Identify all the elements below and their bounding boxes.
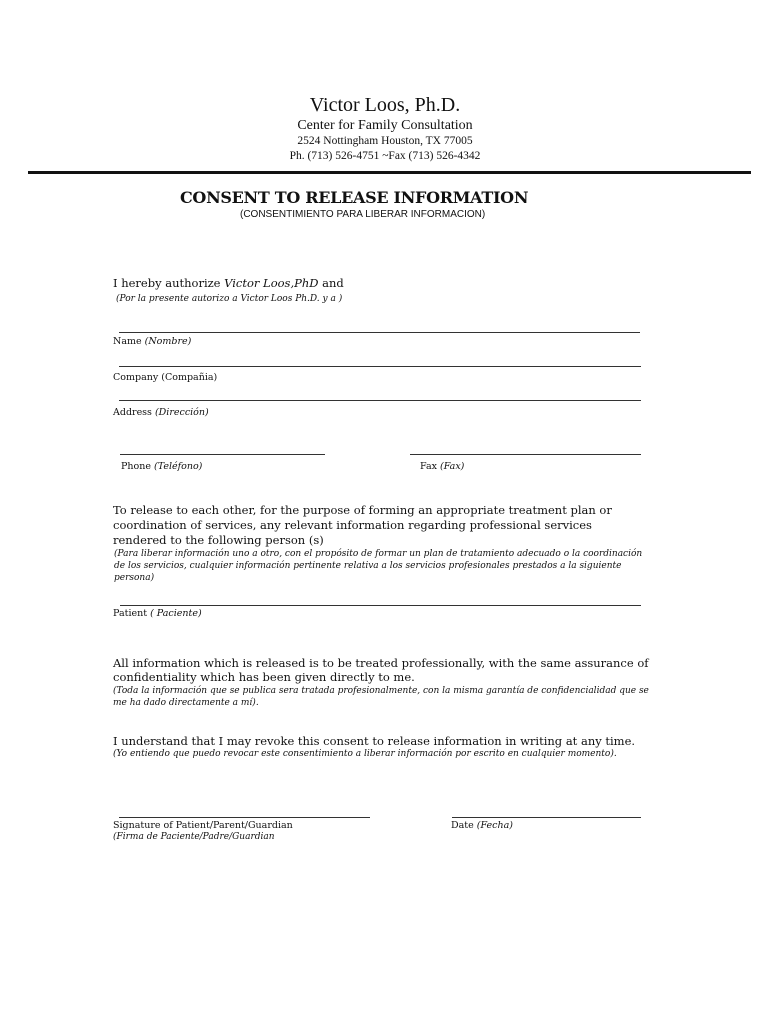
patient-field[interactable]: [120, 605, 641, 606]
fax-field[interactable]: [410, 454, 641, 455]
form-title-spanish: (CONSENTIMIENTO PARA LIBERAR INFORMACION): [240, 209, 486, 220]
phone-label-spanish: (Teléfono): [154, 461, 203, 472]
address-label-group: [113, 407, 209, 418]
date-field[interactable]: [452, 817, 641, 818]
date-label: Date: [451, 820, 474, 831]
phone-label-group: [121, 461, 202, 472]
revoke-text-spanish: (Yo entiendo que puedo revocar este consentimiento a liberar información por escrito en cualquier momento).: [113, 749, 617, 759]
authorize-suffix: and: [322, 276, 344, 290]
authorize-spanish: (Por la presente autorizo a Victor Loos Ph.D. y a ): [116, 294, 343, 304]
patient-label: Patient: [113, 608, 148, 619]
organization-phone-fax: Ph. (713) 526-4751 ~Fax (713) 526-4342: [289, 150, 481, 162]
authorize-name: Victor Loos,PhD: [224, 276, 319, 290]
name-label-group: [113, 336, 191, 347]
name-label-spanish: (Nombre): [144, 336, 192, 347]
patient-label-spanish: ( Paciente): [150, 608, 202, 619]
confidentiality-text-spanish: (Toda la información que se publica sera tratada profesionalmente, con la misma garantía de confidencialidad que se me ha dado directamente a mí).: [113, 686, 649, 708]
doctor-name: Victor Loos, Ph.D.: [309, 94, 461, 116]
company-label: Company (Compañia): [113, 372, 218, 383]
address-field[interactable]: [119, 400, 641, 401]
date-label-spanish: (Fecha): [476, 820, 513, 831]
fax-label-group: [420, 461, 464, 472]
release-text: To release to each other, for the purpose of forming an appropriate treatment plan or coordination of services, any relevant information regarding professional services rendered to the following person (s): [113, 503, 612, 547]
authorize-line: [113, 276, 344, 290]
authorize-prefix: I hereby authorize: [113, 276, 221, 290]
signature-field[interactable]: [119, 817, 370, 818]
address-label: Address: [113, 407, 152, 418]
confidentiality-text: All information which is released is to be treated professionally, with the same assurance of confidentiality which has been given directly to me.: [113, 656, 649, 684]
fax-label-spanish: (Fax): [440, 461, 465, 472]
address-label-spanish: (Dirección): [154, 407, 209, 418]
name-label: Name: [113, 336, 142, 347]
release-text-spanish: (Para liberar información uno a otro, con el propósito de formar un plan de tratamiento adecuado o la coordinación de los servicios, cualquier información pertinente relativa a los servicios profesionales prestados a la siguiente persona): [114, 549, 643, 583]
organization-address: 2524 Nottingham Houston, TX 77005: [297, 135, 473, 147]
fax-label: Fax: [420, 461, 437, 472]
company-field[interactable]: [119, 366, 641, 367]
header-divider: [28, 171, 751, 174]
revoke-text: I understand that I may revoke this consent to release information in writing at any time.: [113, 734, 636, 748]
phone-label: Phone: [121, 461, 151, 472]
form-title: CONSENT TO RELEASE INFORMATION: [180, 188, 529, 207]
date-label-group: [451, 820, 513, 831]
organization-name: Center for Family Consultation: [297, 118, 473, 133]
signature-label: Signature of Patient/Parent/Guardian: [113, 820, 293, 831]
signature-label-spanish: (Firma de Paciente/Padre/Guardian: [113, 832, 275, 842]
name-field[interactable]: [119, 332, 640, 333]
phone-field[interactable]: [120, 454, 325, 455]
patient-label-group: [113, 608, 202, 619]
